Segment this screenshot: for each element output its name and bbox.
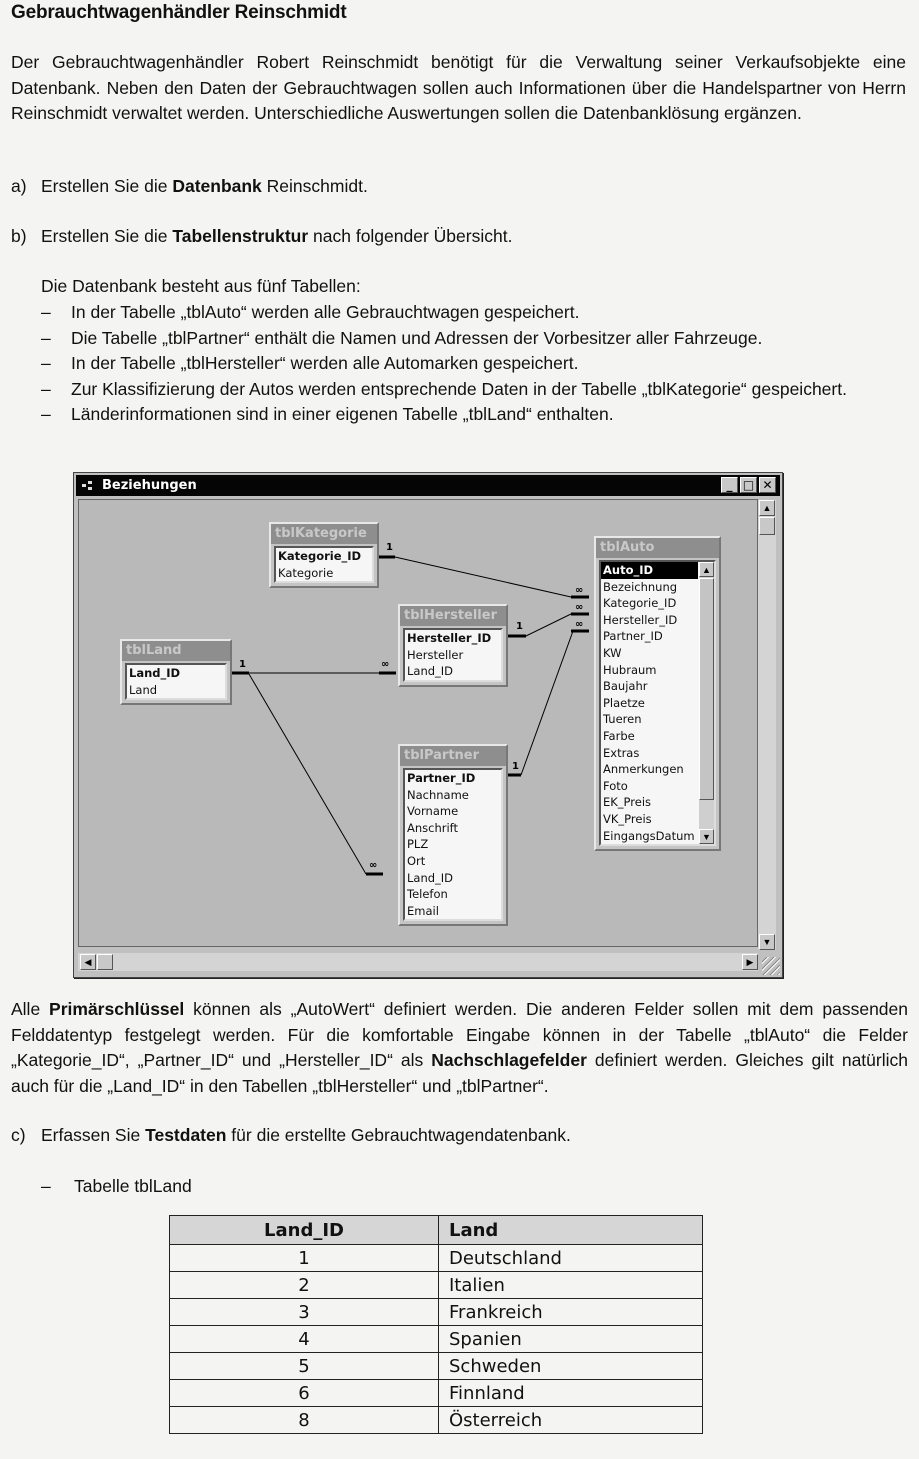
relationships-canvas: [78, 499, 758, 947]
table-box-tblland[interactable]: [120, 639, 232, 705]
table-row: [170, 1353, 703, 1380]
relationship-land-hersteller: [231, 659, 396, 673]
scroll-down-arrow-icon[interactable]: ▼: [759, 934, 775, 950]
cardinality-many: ∞: [369, 860, 378, 871]
table-row: [170, 1245, 703, 1272]
field[interactable]: EingangsDatum: [603, 828, 695, 843]
cardinality-many: ∞: [575, 602, 584, 613]
primary-key-paragraph: [11, 997, 908, 1099]
cell-land-id: 3: [170, 1299, 439, 1326]
field[interactable]: Foto: [603, 778, 628, 793]
field[interactable]: Vorname: [407, 804, 459, 819]
field[interactable]: Farbe: [603, 728, 635, 743]
cardinality-one: 1: [239, 659, 246, 670]
list-item: [41, 300, 907, 326]
field[interactable]: Tueren: [603, 712, 642, 727]
field[interactable]: Land: [129, 682, 158, 697]
relationship-kategorie-auto: [379, 542, 589, 597]
field[interactable]: Email: [407, 903, 439, 918]
scroll-up-arrow-icon[interactable]: ▲: [759, 500, 775, 516]
field[interactable]: Kategorie: [278, 565, 334, 580]
window-title: Beziehungen: [102, 478, 197, 493]
table-row: [170, 1299, 703, 1326]
dash: –: [41, 327, 51, 348]
table-header-row: [170, 1216, 703, 1245]
cell-land-id: 6: [170, 1380, 439, 1407]
field-primary-key[interactable]: Hersteller_ID: [407, 631, 492, 645]
scrollbar-thumb[interactable]: [97, 954, 113, 970]
paragraph-text: definiert werden. Gleiches gilt natürlich auch für die „Land_ID“ in den Tabellen „tblHersteller“ und „tblPartner“.: [11, 1050, 908, 1096]
sub-item-tblland: [41, 1176, 192, 1197]
field[interactable]: Hersteller_ID: [603, 612, 678, 627]
table-box-title[interactable]: tblPartner: [400, 746, 506, 766]
page-title: Gebrauchtwagenhändler Reinschmidt: [11, 2, 347, 23]
field[interactable]: Land_ID: [407, 870, 454, 885]
cell-land: Finnland: [439, 1380, 703, 1407]
cell-land: Österreich: [439, 1407, 703, 1434]
task-c-pre: Erfassen Sie: [41, 1125, 146, 1145]
paragraph-bold: Nachschlagefelder: [431, 1050, 587, 1070]
cell-land: Frankreich: [439, 1299, 703, 1326]
relationship-land-partner: [249, 674, 383, 874]
maximize-button[interactable]: □: [740, 477, 757, 493]
cell-land: Schweden: [439, 1353, 703, 1380]
field[interactable]: Hubraum: [603, 662, 657, 677]
list-item-text: Die Tabelle „tblPartner“ enthält die Namen und Adressen der Vorbesitzer aller Fahrzeuge.: [71, 327, 763, 348]
dash: –: [41, 1176, 51, 1196]
task-b-bold: Tabellenstruktur: [172, 226, 309, 246]
list-item-text: In der Tabelle „tblHersteller“ werden alle Automarken gespeichert.: [71, 353, 579, 373]
cell-land-id: 8: [170, 1407, 439, 1434]
cell-land-id: 2: [170, 1272, 439, 1299]
field-list: [599, 560, 716, 846]
field[interactable]: Kategorie_ID: [603, 596, 677, 611]
field[interactable]: Anmerkungen: [603, 762, 684, 777]
field[interactable]: EK_Preis: [603, 795, 652, 810]
field[interactable]: KW: [603, 645, 622, 660]
task-b-post: nach folgender Übersicht.: [308, 226, 513, 246]
cardinality-one: 1: [516, 621, 523, 632]
task-c-label: c): [11, 1125, 26, 1145]
list-item: [41, 326, 907, 352]
task-a-post: Reinschmidt.: [261, 176, 368, 196]
field-list: [125, 663, 227, 700]
list-item-text: Länderinformationen sind in einer eigenen Tabelle „tblLand“ enthalten.: [71, 404, 614, 424]
field[interactable]: Telefon: [407, 887, 448, 902]
table-description-list: [41, 300, 907, 428]
field-primary-key[interactable]: Land_ID: [129, 666, 181, 680]
task-b: [11, 226, 512, 247]
table-row: [170, 1326, 703, 1353]
dash: –: [41, 353, 51, 373]
scroll-down-arrow-icon[interactable]: ▼: [699, 829, 714, 844]
horizontal-scrollbar[interactable]: [78, 953, 758, 971]
task-c: [11, 1125, 571, 1146]
dash: –: [41, 302, 51, 322]
paragraph-text: können als „AutoWert“ definiert werden. Die anderen Felder sollen mit dem passenden Felddatentyp festgelegt werden. Für die komfortable Eingabe können in der Tabelle „tblAuto“ die Felder „Kategorie_ID“, „Partner_ID“ und „Hersteller_ID“ als: [11, 999, 908, 1070]
field[interactable]: Nachname: [407, 787, 469, 802]
table-box-title[interactable]: tblHersteller: [400, 606, 506, 626]
field[interactable]: VK_Preis: [603, 811, 652, 826]
table-box-tblhersteller[interactable]: [398, 604, 508, 687]
relationships-icon: [82, 481, 96, 491]
list-item: [41, 377, 907, 403]
scroll-up-arrow-icon[interactable]: ▲: [699, 562, 714, 577]
list-item: [41, 351, 907, 377]
land-table: [169, 1215, 703, 1434]
cardinality-many: ∞: [575, 619, 584, 630]
field[interactable]: Baujahr: [603, 679, 648, 694]
task-a-bold: Datenbank: [172, 176, 262, 196]
scroll-right-arrow-icon[interactable]: ▶: [742, 954, 758, 970]
cardinality-one: 1: [512, 761, 519, 772]
field-list-scrollbar[interactable]: [699, 562, 714, 844]
field[interactable]: Hersteller: [407, 647, 464, 662]
task-a-label: a): [11, 176, 27, 196]
field[interactable]: Bezeichnung: [603, 579, 678, 594]
cardinality-many: ∞: [575, 585, 584, 596]
task-b-label: b): [11, 226, 27, 246]
paragraph-bold: Primärschlüssel: [49, 999, 185, 1019]
task-c-bold: Testdaten: [145, 1125, 227, 1145]
sub-item-text: Tabelle tblLand: [74, 1176, 192, 1196]
list-item-text: Zur Klassifizierung der Autos werden entsprechende Daten in der Tabelle „tblKategorie“ gespeichert.: [71, 378, 847, 399]
table-box-tblkategorie[interactable]: [269, 522, 379, 588]
cardinality-many: ∞: [381, 659, 390, 670]
list-item-text: In der Tabelle „tblAuto“ werden alle Gebrauchtwagen gespeichert.: [71, 302, 580, 322]
cell-land: Deutschland: [439, 1245, 703, 1272]
field[interactable]: Plaetze: [603, 695, 645, 710]
field[interactable]: PLZ: [407, 837, 429, 852]
structure-intro: Die Datenbank besteht aus fünf Tabellen:: [41, 276, 361, 296]
cell-land-id: 5: [170, 1353, 439, 1380]
field-primary-key[interactable]: Partner_ID: [407, 771, 476, 785]
table-box-tblpartner[interactable]: [398, 744, 508, 926]
table-row: [170, 1380, 703, 1407]
cell-land-id: 1: [170, 1245, 439, 1272]
dash: –: [41, 378, 51, 399]
dash: –: [41, 404, 51, 424]
field-list: [403, 628, 503, 682]
cardinality-one: 1: [386, 542, 393, 553]
table-box-title[interactable]: tblKategorie: [271, 524, 377, 544]
minimize-button[interactable]: _: [721, 477, 738, 493]
intro-paragraph: Der Gebrauchtwagenhändler Robert Reinschmidt benötigt für die Verwaltung seiner Verkaufsobjekte eine Datenbank. Neben den Daten der Gebrauchtwagen sollen auch Informationen über die Handelspartner von Herrn Reinschmidt verwaltet werden. Unterschiedliche Auswertungen sollen die Datenbanklösung ergänzen.: [11, 52, 906, 123]
field-list: [403, 768, 503, 921]
scrollbar-thumb[interactable]: [759, 517, 775, 535]
vertical-scrollbar[interactable]: [758, 500, 776, 950]
task-c-post: für die erstellte Gebrauchtwagendatenbank.: [226, 1125, 571, 1145]
cell-land-id: 4: [170, 1326, 439, 1353]
scrollbar-thumb[interactable]: [699, 578, 714, 800]
cell-land: Italien: [439, 1272, 703, 1299]
scroll-left-arrow-icon[interactable]: ◀: [80, 954, 96, 970]
column-header-land-id: Land_ID: [170, 1216, 439, 1245]
relationships-window: [73, 472, 783, 978]
field[interactable]: Ort: [407, 853, 426, 868]
field-primary-key[interactable]: Kategorie_ID: [278, 549, 362, 563]
list-item: [41, 402, 907, 428]
field[interactable]: Partner_ID: [603, 629, 663, 644]
task-a: [11, 176, 368, 197]
close-button[interactable]: ✕: [759, 477, 776, 493]
field-list: [274, 546, 374, 583]
table-row: [170, 1407, 703, 1434]
field-primary-key-selected[interactable]: Auto_ID: [601, 562, 698, 579]
table-box-title[interactable]: tblAuto: [596, 538, 719, 558]
field[interactable]: Extras: [603, 745, 640, 760]
field[interactable]: Land_ID: [407, 664, 454, 679]
cell-land: Spanien: [439, 1326, 703, 1353]
field[interactable]: Anschrift: [407, 820, 459, 835]
resize-grip-icon[interactable]: [762, 957, 780, 975]
window-titlebar[interactable]: [76, 475, 780, 496]
column-header-land: Land: [439, 1216, 703, 1245]
task-a-pre: Erstellen Sie die: [41, 176, 173, 196]
table-row: [170, 1272, 703, 1299]
relationship-partner-auto: [505, 619, 589, 775]
table-box-title[interactable]: tblLand: [122, 641, 230, 661]
paragraph-text: Alle: [11, 999, 50, 1019]
task-b-pre: Erstellen Sie die: [41, 226, 173, 246]
table-box-tblauto[interactable]: [594, 536, 721, 851]
